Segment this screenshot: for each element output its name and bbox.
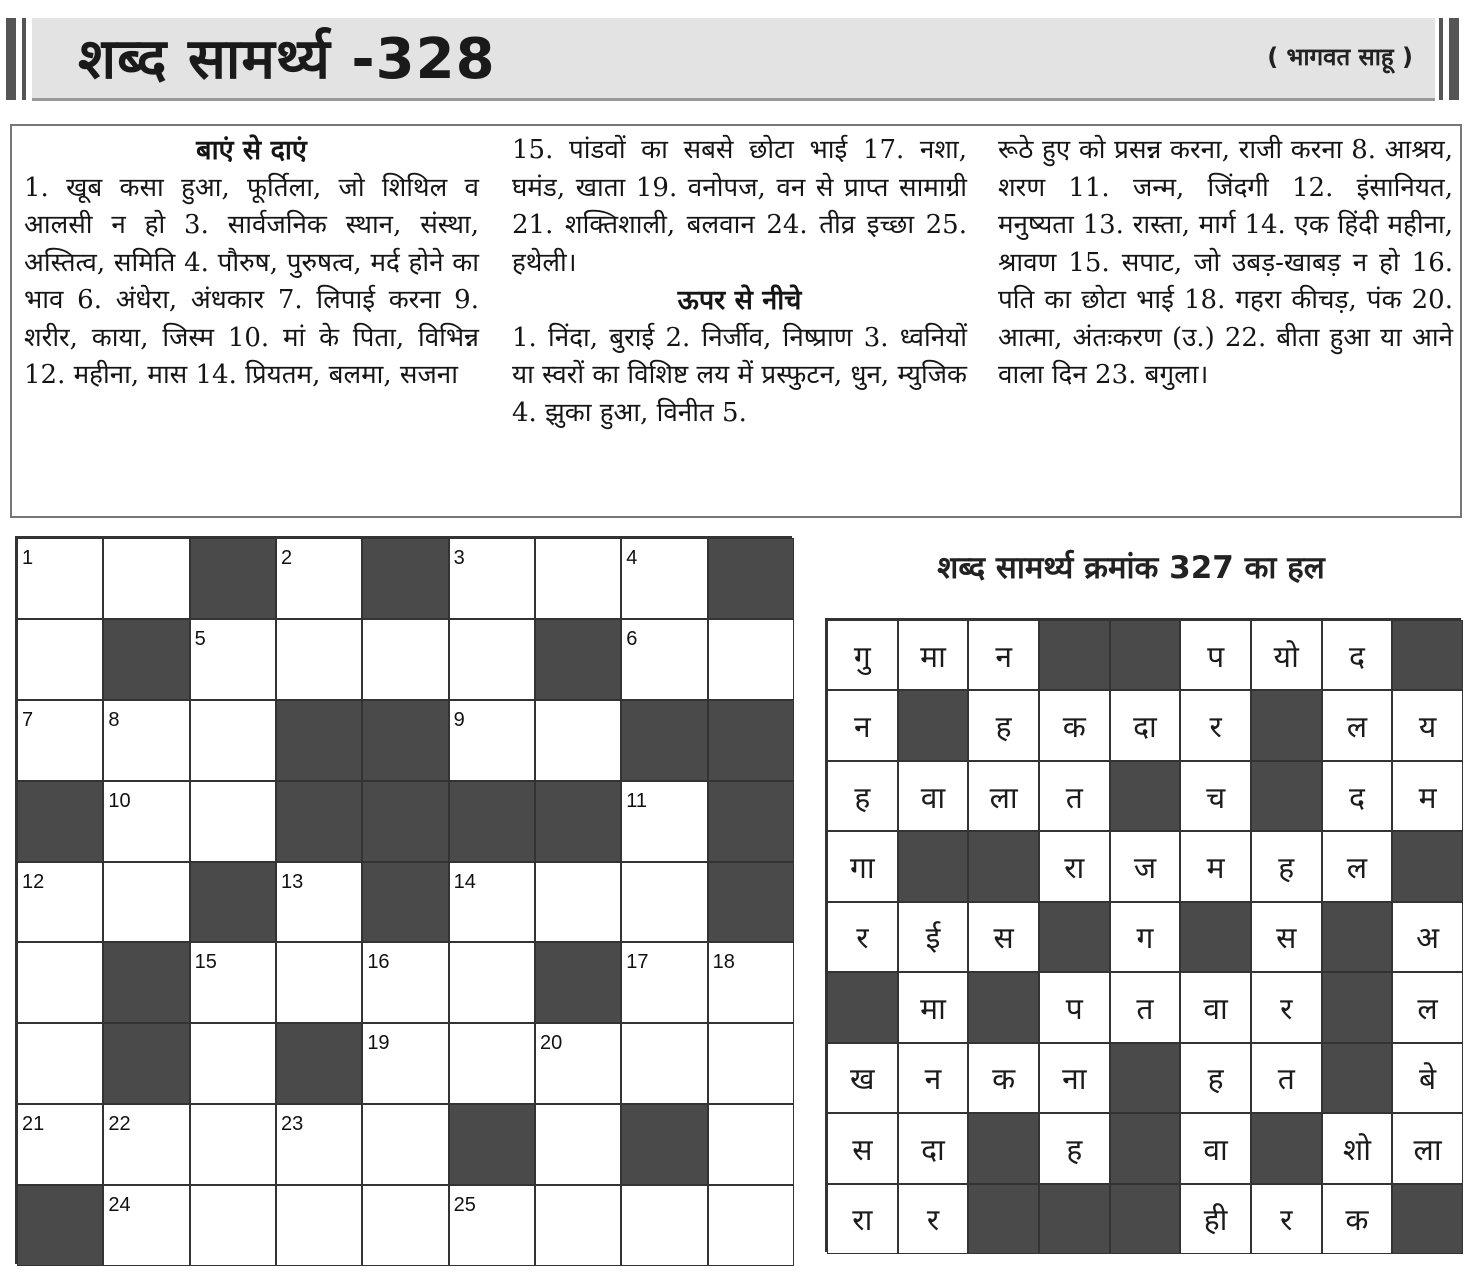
crossword-cell[interactable]	[103, 862, 189, 943]
solution-cell: ही	[1180, 1184, 1251, 1254]
page-title: शब्द सामर्थ्य -328	[78, 27, 496, 92]
solution-blocked-cell	[1392, 831, 1463, 901]
clue-number: 1	[22, 547, 34, 569]
crossword-cell[interactable]	[17, 538, 103, 619]
solution-cell: र	[898, 1184, 969, 1254]
clue-number: 23	[280, 1113, 304, 1136]
solution-blocked-cell	[1039, 620, 1110, 690]
crossword-cell[interactable]	[362, 619, 448, 700]
crossword-cell[interactable]	[190, 700, 276, 781]
crossword-cell[interactable]	[103, 700, 189, 781]
clue-number: 2	[280, 547, 293, 569]
crossword-cell[interactable]	[276, 862, 362, 943]
crossword-grid	[15, 536, 792, 1264]
crossword-cell[interactable]	[190, 1023, 276, 1104]
clue-number: 20	[539, 1032, 563, 1055]
solution-cell: ह	[1251, 831, 1322, 901]
clue-number: 17	[626, 951, 649, 974]
crossword-cell[interactable]	[103, 1185, 189, 1266]
solution-blocked-cell	[1039, 1184, 1110, 1254]
crossword-cell[interactable]	[535, 1104, 621, 1185]
solution-blocked-cell	[898, 690, 969, 760]
crossword-cell[interactable]	[449, 1185, 535, 1266]
solution-cell: ल	[1322, 831, 1393, 901]
solution-cell: य	[1392, 690, 1463, 760]
solution-blocked-cell	[1251, 690, 1322, 760]
solution-cell: न	[968, 620, 1039, 690]
solution-blocked-cell	[1322, 902, 1393, 972]
crossword-cell[interactable]	[362, 1185, 448, 1266]
crossword-cell[interactable]	[708, 1023, 794, 1104]
blocked-cell	[103, 1023, 189, 1104]
blocked-cell	[362, 781, 448, 862]
solution-cell: वा	[1180, 1113, 1251, 1183]
solution-cell: र	[1251, 972, 1322, 1042]
clue-number: 6	[626, 627, 638, 650]
solution-cell: वा	[898, 761, 969, 831]
solution-blocked-cell	[1392, 1184, 1463, 1254]
crossword-cell[interactable]	[449, 619, 535, 700]
solution-cell: ख	[827, 1043, 898, 1113]
down-clues-part-1: 1. निंदा, बुराई 2. निर्जीव, निष्प्राण 3. ध्वनियों या स्वरों का विशिष्ट लय में प्रस्फुटन, धुन, म्युजिक 4. झुका हुआ, विनीत 5.	[512, 322, 967, 428]
crossword-cell[interactable]	[708, 619, 794, 700]
crossword-cell[interactable]	[449, 942, 535, 1023]
crossword-cell[interactable]	[17, 942, 103, 1023]
solution-cell: ह	[968, 690, 1039, 760]
clue-number: 16	[367, 951, 390, 974]
down-clues-part-2: रूठे हुए को प्रसन्न करना, राजी करना 8. आश्रय, शरण 11. जन्म, जिंदगी 12. इंसानियत, मनुष्यता 13. रास्ता, मार्ग 14. एक हिंदी महीना, श्रावण 15. सपाट, जो उबड़-खाबड़ न हो 16. पति का छोटा भाई 18. गहरा कीचड़, पंक 20. आत्मा, अंतःकरण (उ.) 22. बीता हुआ या आने वाला दिन 23. बगुला।	[998, 135, 1453, 390]
crossword-cell[interactable]	[449, 700, 535, 781]
crossword-cell[interactable]	[621, 538, 707, 619]
solution-cell: ला	[1392, 1113, 1463, 1183]
crossword-cell[interactable]	[708, 942, 794, 1023]
clue-number: 11	[626, 789, 648, 812]
blocked-cell	[17, 781, 103, 862]
crossword-cell[interactable]	[103, 1104, 189, 1185]
crossword-cell[interactable]	[190, 619, 276, 700]
crossword-cell[interactable]	[621, 862, 707, 943]
crossword-cell[interactable]	[535, 1185, 621, 1266]
solution-cell: त	[1251, 1043, 1322, 1113]
solution-cell: स	[827, 1113, 898, 1183]
crossword-cell[interactable]	[276, 1185, 362, 1266]
clue-number: 18	[712, 951, 735, 974]
solution-cell: म	[1392, 761, 1463, 831]
crossword-cell[interactable]	[190, 1104, 276, 1185]
crossword-cell[interactable]	[362, 1023, 448, 1104]
solution-blocked-cell	[968, 972, 1039, 1042]
solution-cell: दा	[898, 1113, 969, 1183]
solution-cell: त	[1110, 972, 1181, 1042]
author-credit: ( भागवत साहू )	[1267, 43, 1413, 71]
solution-cell: मा	[898, 620, 969, 690]
crossword-cell[interactable]	[103, 781, 189, 862]
blocked-cell	[190, 538, 276, 619]
crossword-cell[interactable]	[362, 942, 448, 1023]
solution-cell: गा	[827, 831, 898, 901]
solution-cell: रा	[827, 1184, 898, 1254]
solution-cell: स	[968, 902, 1039, 972]
solution-cell: ई	[898, 902, 969, 972]
crossword-cell[interactable]	[535, 862, 621, 943]
solution-cell: अ	[1392, 902, 1463, 972]
solution-cell: मा	[898, 972, 969, 1042]
clue-number: 3	[453, 547, 465, 569]
crossword-cell[interactable]	[276, 942, 362, 1023]
solution-cell: क	[1322, 1184, 1393, 1254]
clue-number: 21	[22, 1113, 45, 1136]
crossword-cell[interactable]	[449, 1023, 535, 1104]
decorative-bar	[1449, 18, 1459, 100]
solution-blocked-cell	[1322, 972, 1393, 1042]
crossword-cell[interactable]	[103, 538, 189, 619]
crossword-cell[interactable]	[449, 862, 535, 943]
solution-cell: ह	[1180, 1043, 1251, 1113]
across-clues-part-2: 15. पांडवों का सबसे छोटा भाई 17. नशा, घमंड, खाता 19. वनोपज, वन से प्राप्त सामाग्री 21. शक्तिशाली, बलवान 24. तीव्र इच्छा 25. हथेली।	[512, 135, 967, 278]
solution-cell: गु	[827, 620, 898, 690]
solution-cell: च	[1180, 761, 1251, 831]
solution-blocked-cell	[1392, 620, 1463, 690]
solution-cell: ग	[1110, 902, 1181, 972]
across-clues-part-1: 1. खूब कसा हुआ, फूर्तिला, जो शिथिल व आलसी न हो 3. सार्वजनिक स्थान, संस्था, अस्तित्व, समिति 4. पौरुष, पुरुषत्व, मर्द होने का भाव 6. अंधेरा, अंधकार 7. लिपाई करना 9. शरीर, काया, जिस्म 10. मां के पिता, विभिन्न 12. महीना, मास 14. प्रियतम, बलमा, सजना	[24, 172, 479, 390]
blocked-cell	[190, 862, 276, 943]
clue-number: 22	[108, 1113, 131, 1136]
solution-blocked-cell	[1251, 761, 1322, 831]
solution-blocked-cell	[1251, 1113, 1322, 1183]
crossword-cell[interactable]	[535, 1023, 621, 1104]
crossword-cell[interactable]	[708, 1104, 794, 1185]
solution-cell: ज	[1110, 831, 1181, 901]
crossword-cell[interactable]	[449, 538, 535, 619]
clues-column-1	[24, 132, 479, 395]
clue-number: 14	[453, 870, 476, 893]
blocked-cell	[449, 781, 535, 862]
crossword-cell[interactable]	[621, 1185, 707, 1266]
solution-cell: ला	[968, 761, 1039, 831]
solution-cell: ना	[1039, 1043, 1110, 1113]
solution-blocked-cell	[827, 972, 898, 1042]
blocked-cell	[362, 700, 448, 781]
clues-column-2	[512, 132, 967, 432]
blocked-cell	[708, 700, 794, 781]
solution-cell: स	[1251, 902, 1322, 972]
blocked-cell	[103, 619, 189, 700]
crossword-cell[interactable]	[708, 1185, 794, 1266]
crossword-cell[interactable]	[362, 1104, 448, 1185]
crossword-cell[interactable]	[17, 1023, 103, 1104]
blocked-cell	[362, 538, 448, 619]
blocked-cell	[276, 781, 362, 862]
crossword-cell[interactable]	[621, 1023, 707, 1104]
solution-cell: प	[1180, 620, 1251, 690]
solution-blocked-cell	[1110, 1113, 1181, 1183]
blocked-cell	[621, 1104, 707, 1185]
solution-grid	[825, 618, 1461, 1252]
clue-number: 4	[626, 547, 638, 569]
crossword-cell[interactable]	[621, 619, 707, 700]
crossword-cell[interactable]	[535, 700, 621, 781]
solution-blocked-cell	[1110, 761, 1181, 831]
crossword-cell[interactable]	[621, 942, 707, 1023]
blocked-cell	[449, 1104, 535, 1185]
solution-cell: म	[1180, 831, 1251, 901]
solution-cell: ल	[1392, 972, 1463, 1042]
clues-column-3	[998, 132, 1453, 395]
solution-cell: प	[1039, 972, 1110, 1042]
solution-cell: रा	[1039, 831, 1110, 901]
solution-blocked-cell	[968, 1184, 1039, 1254]
solution-cell: न	[827, 690, 898, 760]
solution-cell: र	[1180, 690, 1251, 760]
header	[0, 0, 1473, 104]
solution-blocked-cell	[898, 831, 969, 901]
blocked-cell	[708, 862, 794, 943]
blocked-cell	[535, 619, 621, 700]
solution-blocked-cell	[1110, 620, 1181, 690]
solution-cell: ल	[1322, 690, 1393, 760]
crossword-cell[interactable]	[190, 1185, 276, 1266]
down-heading: ऊपर से नीचे	[677, 285, 802, 316]
solution-cell: वा	[1180, 972, 1251, 1042]
crossword-cell[interactable]	[190, 942, 276, 1023]
crossword-cell[interactable]	[535, 538, 621, 619]
clue-number: 12	[22, 870, 45, 893]
clues-box	[10, 124, 1462, 518]
solution-blocked-cell	[1322, 1043, 1393, 1113]
blocked-cell	[103, 942, 189, 1023]
clue-number: 5	[194, 627, 206, 650]
solution-blocked-cell	[1110, 1043, 1181, 1113]
solution-cell: क	[1039, 690, 1110, 760]
solution-cell: बे	[1392, 1043, 1463, 1113]
solution-blocked-cell	[968, 1113, 1039, 1183]
solution-cell: यो	[1251, 620, 1322, 690]
solution-blocked-cell	[1110, 1184, 1181, 1254]
clue-number: 7	[22, 708, 34, 731]
blocked-cell	[276, 1023, 362, 1104]
crossword-cell[interactable]	[17, 619, 103, 700]
blocked-cell	[276, 700, 362, 781]
solution-cell: ह	[1039, 1113, 1110, 1183]
solution-cell: दा	[1110, 690, 1181, 760]
solution-cell: क	[968, 1043, 1039, 1113]
clue-number: 24	[108, 1194, 131, 1217]
clue-number: 9	[453, 708, 465, 731]
solution-cell: र	[1251, 1184, 1322, 1254]
solution-title: शब्द सामर्थ्य क्रमांक 327 का हल	[937, 550, 1325, 586]
crossword-cell[interactable]	[190, 781, 276, 862]
blocked-cell	[535, 942, 621, 1023]
crossword-cell[interactable]	[276, 538, 362, 619]
across-heading: बाएं से दाएं	[196, 135, 307, 166]
clue-number: 8	[108, 708, 120, 731]
solution-blocked-cell	[1039, 902, 1110, 972]
solution-blocked-cell	[1180, 902, 1251, 972]
blocked-cell	[621, 700, 707, 781]
decorative-bar	[1439, 18, 1443, 100]
solution-cell: शो	[1322, 1113, 1393, 1183]
solution-cell: द	[1322, 761, 1393, 831]
solution-cell: द	[1322, 620, 1393, 690]
clue-number: 25	[453, 1194, 476, 1217]
blocked-cell	[362, 862, 448, 943]
blocked-cell	[708, 538, 794, 619]
clue-number: 19	[367, 1032, 390, 1055]
solution-cell: ह	[827, 761, 898, 831]
crossword-cell[interactable]	[621, 781, 707, 862]
clue-number: 13	[280, 870, 304, 893]
clue-number: 10	[108, 789, 131, 812]
solution-cell: र	[827, 902, 898, 972]
crossword-cell[interactable]	[17, 862, 103, 943]
crossword-cell[interactable]	[17, 700, 103, 781]
decorative-bar	[6, 18, 16, 100]
blocked-cell	[17, 1185, 103, 1266]
blocked-cell	[708, 781, 794, 862]
crossword-cell[interactable]	[276, 1104, 362, 1185]
crossword-cell[interactable]	[17, 1104, 103, 1185]
blocked-cell	[535, 781, 621, 862]
clue-number: 15	[194, 951, 217, 974]
solution-blocked-cell	[968, 831, 1039, 901]
solution-cell: त	[1039, 761, 1110, 831]
solution-cell: न	[898, 1043, 969, 1113]
crossword-cell[interactable]	[276, 619, 362, 700]
decorative-bar	[22, 18, 26, 100]
